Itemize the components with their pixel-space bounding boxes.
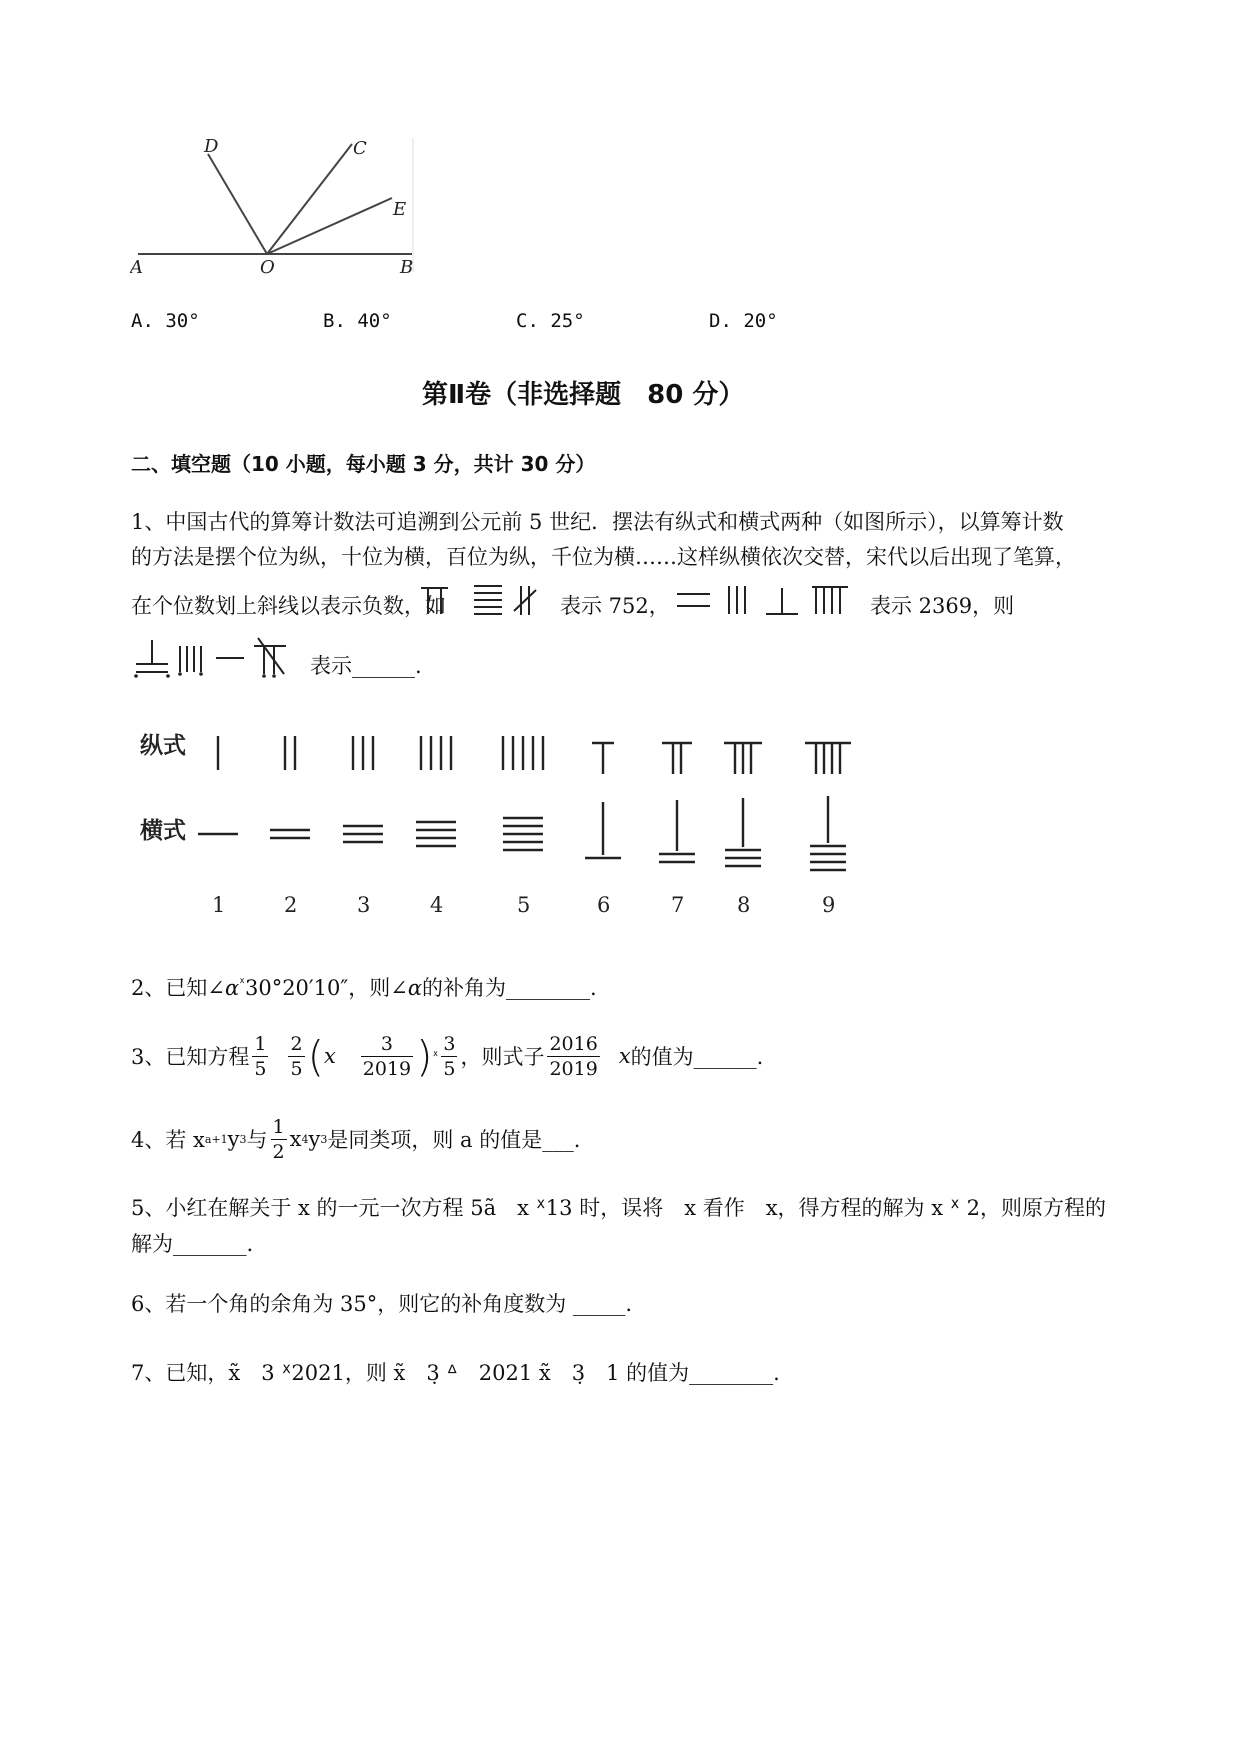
- rod-number-2: 2: [284, 893, 298, 917]
- option-d: D. 20°: [709, 310, 778, 332]
- q4: 4、若 x a+1 y 3 与 $\frac{1}{2}$ x 4 y 3 是同类项，则 a 的值是___.: [131, 1115, 581, 1163]
- q1-line2: 的方法是摆个位为纵，十位为横，百位为纵，千位为横……这样纵横依次交替，宋代以后出现了笔算，: [131, 545, 1076, 569]
- q2-part-b: 30°20′10″，则∠: [244, 976, 408, 1000]
- rod-numeral-table: [130, 720, 870, 920]
- ray-od: [208, 154, 267, 254]
- q5-line1: 5、小红在解关于 x 的一元一次方程 5ã x ᕁ13 时，误将 x 看作 x，得方程的解为 x ᕁ 2，则原方程的: [131, 1196, 1106, 1220]
- q3-frac-5: $\frac{2016}{2019}$: [549, 1032, 598, 1080]
- ray-oc: [267, 144, 352, 254]
- q3: 3、已知方程 $\frac{1}{5}$ $\frac{2}{5}$ ( x $\frac{3}{2019}$ ) ᕁ $\frac{3}{5}$ ，则式子 $\frac{2016}{2019}$ x 的值为______.: [131, 1031, 764, 1081]
- q3-part-b: ，则式子: [460, 1045, 545, 1069]
- q1-line3-b: 表示 752，: [560, 594, 670, 618]
- q7: 7、已知，x̃ 3 ᕁ2021，则 x̃ 3̣ ᐞ 2021 x̃ 3̣ 1 的值为________.: [131, 1361, 780, 1385]
- rod-number-5: 5: [517, 893, 531, 917]
- q2-part-a: 2、已知∠: [131, 976, 225, 1000]
- rod-number-7: 7: [671, 893, 685, 917]
- q3-part-a: 3、已知方程: [131, 1045, 250, 1069]
- q3-frac-4: $\frac{3}{5}$: [443, 1032, 456, 1080]
- rod-number-8: 8: [737, 893, 751, 917]
- ray-oe: [267, 198, 392, 254]
- q1-line4: 表示______.: [310, 654, 422, 678]
- option-b: B. 40°: [323, 310, 392, 332]
- option-a: A. 30°: [131, 310, 200, 332]
- rod-numeral-question: [132, 636, 292, 680]
- row-label-horizontal: 横式: [140, 818, 186, 844]
- q1-line1: 1、中国古代的算筹计数法可追溯到公元前 5 世纪．摆法有纵式和横式两种（如图所示），以算筹计数: [131, 510, 1064, 534]
- rod-number-1: 1: [212, 893, 226, 917]
- q1-line3-c: 表示 2369，则: [870, 594, 1015, 618]
- q5-line2: 解为_______.: [131, 1232, 254, 1256]
- label-e: E: [393, 199, 407, 220]
- rod-numeral-2369: [674, 582, 852, 618]
- q3-frac-3: $\frac{3}{2019}$: [362, 1032, 412, 1080]
- label-d: D: [204, 136, 219, 157]
- rod-numeral-752: [418, 582, 543, 618]
- angle-figure: [130, 130, 430, 280]
- part-title: 第Ⅱ卷（非选择题 80 分）: [422, 380, 745, 410]
- row-label-vertical: 纵式: [140, 733, 186, 759]
- label-a: A: [130, 257, 143, 278]
- q3-frac-2: $\frac{2}{5}$: [290, 1032, 303, 1080]
- q2: 2、已知$\angle\alpha^ᕁ30^\circ 20'10''$，则∠α的补角为________.: [131, 976, 597, 1000]
- option-c: C. 25°: [516, 310, 585, 332]
- q4-frac: $\frac{1}{2}$: [272, 1115, 285, 1163]
- q1-line3-a: 在个位数划上斜线以表示负数，如: [131, 594, 446, 618]
- q6: 6、若一个角的余角为 35°，则它的补角度数为 _____.: [131, 1292, 633, 1316]
- section-title: 二、填空题（10 小题，每小题 3 分，共计 30 分）: [131, 452, 596, 476]
- rod-number-3: 3: [357, 893, 371, 917]
- label-b: B: [400, 257, 414, 278]
- rod-number-6: 6: [597, 893, 611, 917]
- label-c: C: [353, 138, 367, 159]
- rod-number-4: 4: [430, 893, 444, 917]
- q3-part-c: 的值为______.: [630, 1045, 764, 1069]
- rod-number-9: 9: [822, 893, 836, 917]
- q3-frac-1: $\frac{1}{5}$: [254, 1032, 267, 1080]
- q2-part-c: 的补角为________.: [422, 976, 597, 1000]
- label-o: O: [260, 257, 275, 278]
